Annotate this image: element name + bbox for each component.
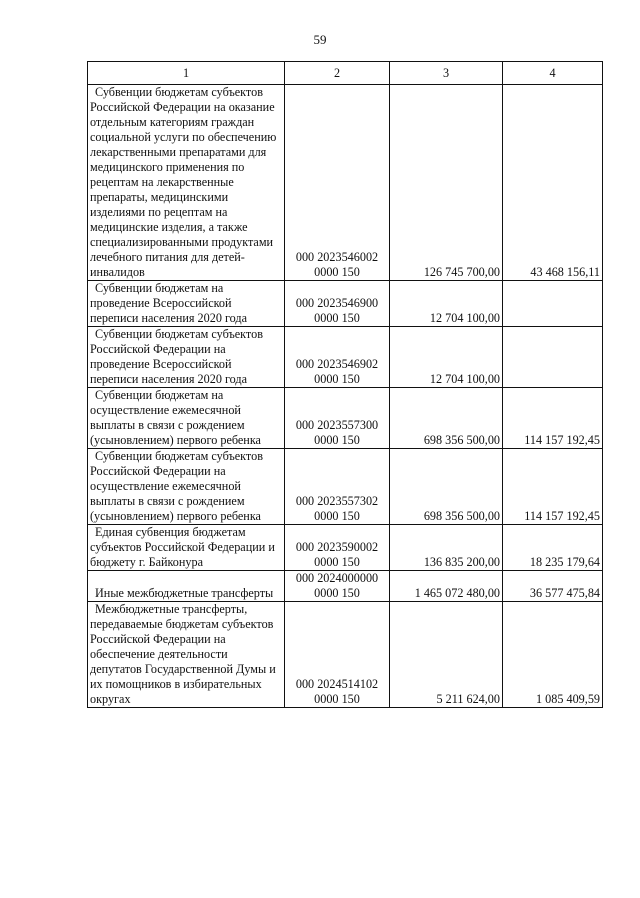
actual-amount: 114 157 192,45 [503, 449, 603, 525]
column-header: 2 [285, 62, 390, 85]
row-name: Субвенции бюджетам субъектов Российской Федерации на проведение Всероссийской переписи населения 2020 года [90, 327, 263, 386]
row-name-cell [88, 85, 285, 281]
row-name-cell [88, 327, 285, 388]
column-header: 4 [503, 62, 603, 85]
row-name: Субвенции бюджетам субъектов Российской Федерации на осуществление ежемесячной выплаты в связи с рождением (усыновлением) первого ребенка [90, 449, 263, 523]
budget-code: 000 2023557300 0000 150 [285, 388, 390, 449]
budget-code: 000 2023546902 0000 150 [285, 327, 390, 388]
budget-code: 000 2024514102 0000 150 [285, 602, 390, 708]
budget-code: 000 2023590002 0000 150 [285, 525, 390, 571]
budget-code: 000 2023557302 0000 150 [285, 449, 390, 525]
budget-code: 000 2023546900 0000 150 [285, 281, 390, 327]
row-name-cell [88, 571, 285, 602]
table-row [88, 449, 603, 525]
budget-code: 000 2023546002 0000 150 [285, 85, 390, 281]
page-number: 59 [313, 32, 327, 47]
table-row [88, 602, 603, 708]
row-name-cell [88, 449, 285, 525]
plan-amount: 12 704 100,00 [390, 327, 503, 388]
header-row [88, 62, 603, 85]
plan-amount: 5 211 624,00 [390, 602, 503, 708]
budget-table [87, 61, 603, 708]
plan-amount: 126 745 700,00 [390, 85, 503, 281]
row-name-cell [88, 281, 285, 327]
row-name: Единая субвенция бюджетам субъектов Российской Федерации и бюджету г. Байконура [90, 525, 275, 569]
row-name: Субвенции бюджетам на осуществление ежемесячной выплаты в связи с рождением (усыновлением) первого ребенка [90, 388, 261, 447]
table-row [88, 281, 603, 327]
column-header: 1 [88, 62, 285, 85]
table-row [88, 525, 603, 571]
row-name: Субвенции бюджетам субъектов Российской Федерации на оказание отдельным категориям граждан социальной услуги по обеспечению лекарственными препаратами для медицинского применения по рецептам на лекарственные препараты, медицинскими изделиями по рецептам на медицинские изделия, а также специализированными продуктами лечебного питания для детей-инвалидов [90, 85, 277, 279]
actual-amount: 36 577 475,84 [503, 571, 603, 602]
row-name: Иные межбюджетные трансферты [95, 586, 274, 600]
plan-amount: 698 356 500,00 [390, 449, 503, 525]
actual-amount [503, 281, 603, 327]
actual-amount [503, 327, 603, 388]
actual-amount: 18 235 179,64 [503, 525, 603, 571]
actual-amount: 43 468 156,11 [503, 85, 603, 281]
plan-amount: 1 465 072 480,00 [390, 571, 503, 602]
table-row [88, 571, 603, 602]
column-header: 3 [390, 62, 503, 85]
row-name: Субвенции бюджетам на проведение Всероссийской переписи населения 2020 года [90, 281, 248, 325]
budget-code: 000 2024000000 0000 150 [285, 571, 390, 602]
table-row [88, 388, 603, 449]
actual-amount: 114 157 192,45 [503, 388, 603, 449]
table-row [88, 85, 603, 281]
row-name: Межбюджетные трансферты, передаваемые бюджетам субъектов Российской Федерации на обеспечение деятельности депутатов Государственной Думы и их помощников в избирательных округах [90, 602, 276, 706]
actual-amount: 1 085 409,59 [503, 602, 603, 708]
row-name-cell [88, 602, 285, 708]
plan-amount: 698 356 500,00 [390, 388, 503, 449]
row-name-cell [88, 388, 285, 449]
table-row [88, 327, 603, 388]
plan-amount: 12 704 100,00 [390, 281, 503, 327]
row-name-cell [88, 525, 285, 571]
plan-amount: 136 835 200,00 [390, 525, 503, 571]
